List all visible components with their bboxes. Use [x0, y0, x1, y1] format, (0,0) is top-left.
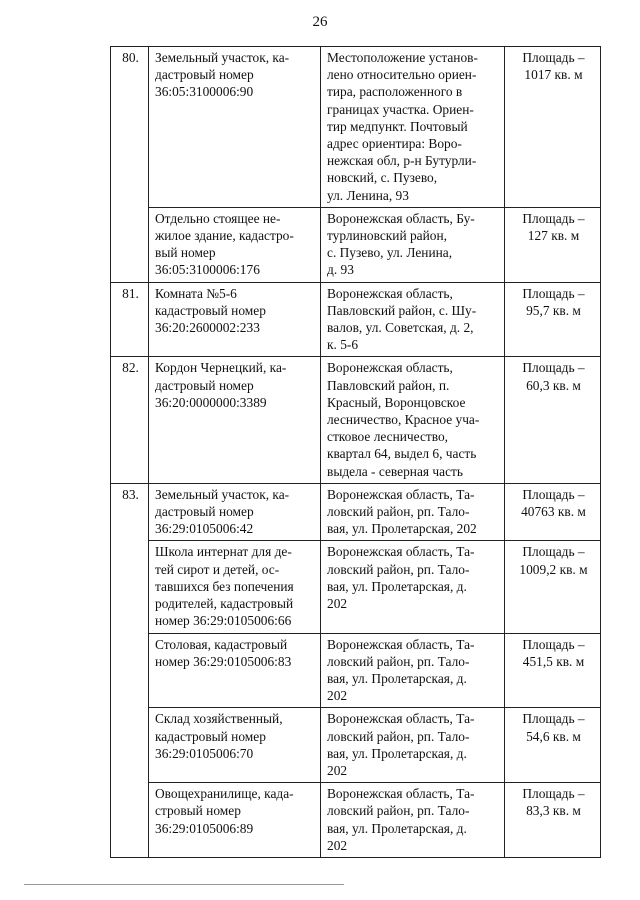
property-registry-table: [110, 46, 601, 858]
object-address: Воронежская область, Та- ловский район, рп. Тало- вая, ул. Пролетарская, д. 202: [321, 633, 505, 708]
object-address: Воронежская область, Павловский район, п. Красный, Воронцовское лесничество, Красное уча- стковое лесничество, квартал 64, выдел 6, часть выдела - северная часть: [321, 357, 505, 483]
table-row: [111, 633, 601, 708]
object-description: Школа интернат для де- тей сирот и детей, ос- тавшихся без попечения родителей, кадастровый номер 36:29:0105006:66: [149, 541, 321, 633]
object-area: Площадь – 54,6 кв. м: [505, 708, 601, 783]
object-address: Местоположение установ- лено относительно ориен- тира, расположенного в границах участка. Ориен- тир медпункт. Почтовый адрес ориентира: Воро- нежская обл, р-н Бутурли- новский, с. Пузево, ул. Ленина, 93: [321, 47, 505, 208]
table-row: [111, 357, 601, 483]
object-address: Воронежская область, Та- ловский район, рп. Тало- вая, ул. Пролетарская, д. 202: [321, 541, 505, 633]
entry-number: 81.: [111, 282, 149, 357]
object-area: Площадь – 127 кв. м: [505, 207, 601, 282]
object-area: Площадь – 83,3 кв. м: [505, 783, 601, 858]
table-row: [111, 207, 601, 282]
object-address: Воронежская область, Та- ловский район, рп. Тало- вая, ул. Пролетарская, д. 202: [321, 708, 505, 783]
object-area: Площадь – 451,5 кв. м: [505, 633, 601, 708]
object-area: Площадь – 95,7 кв. м: [505, 282, 601, 357]
table-row: [111, 282, 601, 357]
object-area: Площадь – 60,3 кв. м: [505, 357, 601, 483]
entry-number: 82.: [111, 357, 149, 483]
object-description: Земельный участок, ка- дастровый номер 36:05:3100006:90: [149, 47, 321, 208]
object-address: Воронежская область, Бу- турлиновский район, с. Пузево, ул. Ленина, д. 93: [321, 207, 505, 282]
object-address: Воронежская область, Та- ловский район, рп. Тало- вая, ул. Пролетарская, 202: [321, 483, 505, 541]
page-number: 26: [312, 14, 328, 30]
object-description: Комната №5-6 кадастровый номер 36:20:2600002:233: [149, 282, 321, 357]
object-description: Овощехранилище, када- стровый номер 36:29:0105006:89: [149, 783, 321, 858]
table-row: [111, 708, 601, 783]
object-description: Склад хозяйственный, кадастровый номер 36:29:0105006:70: [149, 708, 321, 783]
table-row: [111, 483, 601, 541]
registry-body: [111, 47, 601, 858]
table-row: [111, 783, 601, 858]
entry-number: 83.: [111, 483, 149, 857]
object-description: Кордон Чернецкий, ка- дастровый номер 36:20:0000000:3389: [149, 357, 321, 483]
object-description: Земельный участок, ка- дастровый номер 36:29:0105006:42: [149, 483, 321, 541]
object-area: Площадь – 1009,2 кв. м: [505, 541, 601, 633]
object-area: Площадь – 40763 кв. м: [505, 483, 601, 541]
object-area: Площадь – 1017 кв. м: [505, 47, 601, 208]
object-address: Воронежская область, Павловский район, с. Шу- валов, ул. Советская, д. 2, к. 5-6: [321, 282, 505, 357]
table-row: [111, 541, 601, 633]
footer-divider: [24, 884, 344, 885]
object-description: Отдельно стоящее не- жилое здание, кадастро- вый номер 36:05:3100006:176: [149, 207, 321, 282]
object-description: Столовая, кадастровый номер 36:29:0105006:83: [149, 633, 321, 708]
entry-number: 80.: [111, 47, 149, 283]
object-address: Воронежская область, Та- ловский район, рп. Тало- вая, ул. Пролетарская, д. 202: [321, 783, 505, 858]
table-row: [111, 47, 601, 208]
